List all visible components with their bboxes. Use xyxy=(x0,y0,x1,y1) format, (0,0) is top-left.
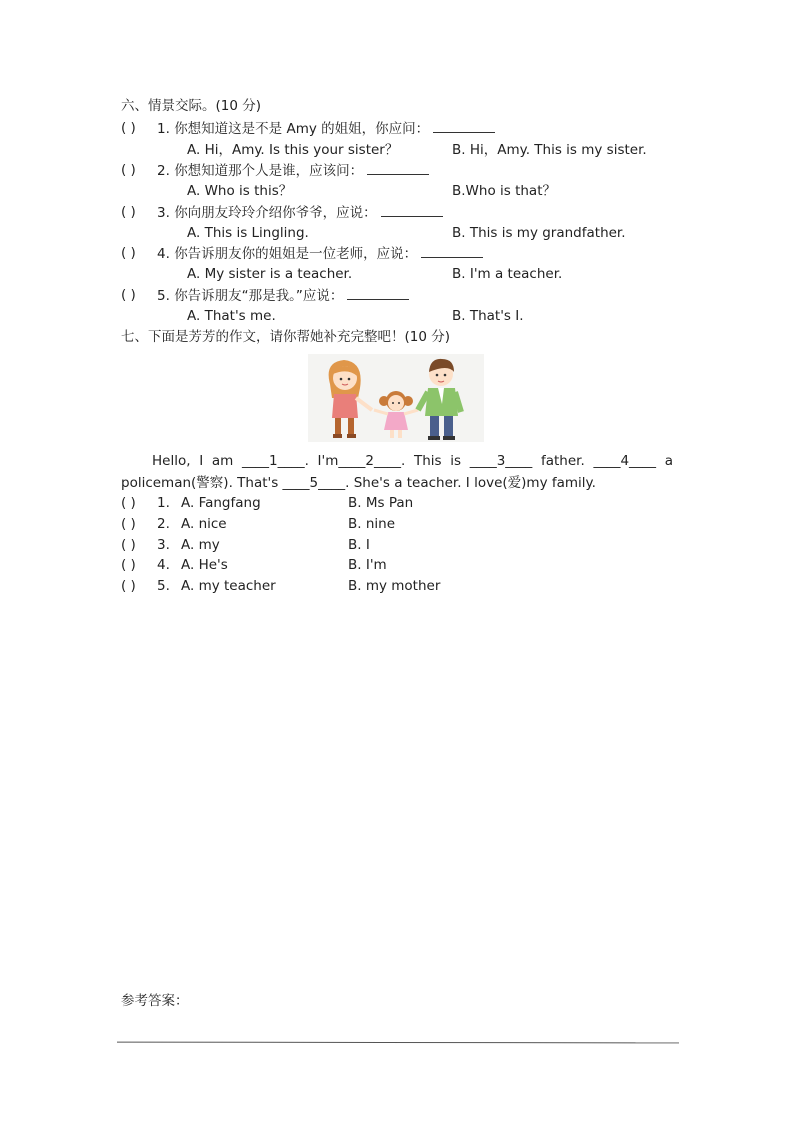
option-b: B. That's I. xyxy=(452,308,524,324)
answer-paren[interactable]: ( ) xyxy=(121,495,136,511)
option-b: B. Ms Pan xyxy=(348,495,414,511)
family-illustration xyxy=(308,354,484,442)
question-number: 3. xyxy=(157,205,170,221)
answer-paren[interactable]: ( ) xyxy=(121,204,136,220)
answer-blank[interactable] xyxy=(381,203,443,217)
question-text: 你告诉朋友你的姐姐是一位老师，应说： xyxy=(174,246,418,262)
question-number: 5. xyxy=(157,288,170,304)
answer-paren[interactable]: ( ) xyxy=(121,578,136,594)
option-a: A. This is Lingling. xyxy=(187,225,309,241)
option-b: B. This is my grandfather. xyxy=(452,225,626,241)
answer-paren[interactable]: ( ) xyxy=(121,120,136,136)
answer-blank[interactable] xyxy=(367,161,429,175)
question-text: 你想知道这是不是 Amy 的姐姐，你应问： xyxy=(174,121,430,137)
item-number: 3. xyxy=(157,537,170,553)
question-text: 你告诉朋友“那是我。”应说： xyxy=(174,288,344,304)
option-a: A. That's me. xyxy=(187,308,276,324)
item-number: 2. xyxy=(157,516,170,532)
section-7-heading: 七、下面是芳芳的作文，请你帮她补充完整吧！(10 分) xyxy=(121,329,451,345)
answer-paren[interactable]: ( ) xyxy=(121,516,136,532)
question-number: 1. xyxy=(157,121,170,137)
option-a: A. My sister is a teacher. xyxy=(187,266,353,282)
option-b: B. I'm a teacher. xyxy=(452,266,563,282)
item-number: 4. xyxy=(157,557,170,573)
answer-blank[interactable] xyxy=(421,244,483,258)
option-a: A. my xyxy=(181,537,220,553)
divider-line xyxy=(117,1042,679,1044)
composition-passage xyxy=(121,450,673,494)
option-b: B. my mother xyxy=(348,578,441,594)
option-a: A. my teacher xyxy=(181,578,276,594)
answer-paren[interactable]: ( ) xyxy=(121,245,136,261)
option-b: B. I'm xyxy=(348,557,387,573)
section-6-heading: 六、情景交际。(10 分) xyxy=(121,98,262,114)
answer-paren[interactable]: ( ) xyxy=(121,162,136,178)
question-number: 2. xyxy=(157,163,170,179)
option-a: A. Hi，Amy. Is this your sister？ xyxy=(187,142,399,158)
answer-paren[interactable]: ( ) xyxy=(121,537,136,553)
option-a: A. nice xyxy=(181,516,227,532)
answer-paren[interactable]: ( ) xyxy=(121,287,136,303)
option-b: B.Who is that？ xyxy=(452,183,556,199)
question-number: 4. xyxy=(157,246,170,262)
answer-blank[interactable] xyxy=(433,119,495,133)
option-b: B. Hi，Amy. This is my sister. xyxy=(452,142,647,158)
option-a: A. Fangfang xyxy=(181,495,261,511)
option-a: A. He's xyxy=(181,557,228,573)
passage-text: Hello, I am ____1____. I'm____2____. This is ____3____ father. ____4____ a policeman(警察). That's ____5____. She's a teacher. I love(爱)my family. xyxy=(121,453,673,491)
option-b: B. I xyxy=(348,537,370,553)
item-number: 5. xyxy=(157,578,170,594)
answer-blank[interactable] xyxy=(347,286,409,300)
question-text: 你向朋友玲玲介绍你爷爷，应说： xyxy=(174,205,377,221)
question-text: 你想知道那个人是谁，应该问： xyxy=(174,163,364,179)
option-a: A. Who is this？ xyxy=(187,183,293,199)
answer-paren[interactable]: ( ) xyxy=(121,557,136,573)
answers-heading: 参考答案： xyxy=(121,993,189,1009)
option-b: B. nine xyxy=(348,516,396,532)
item-number: 1. xyxy=(157,495,170,511)
